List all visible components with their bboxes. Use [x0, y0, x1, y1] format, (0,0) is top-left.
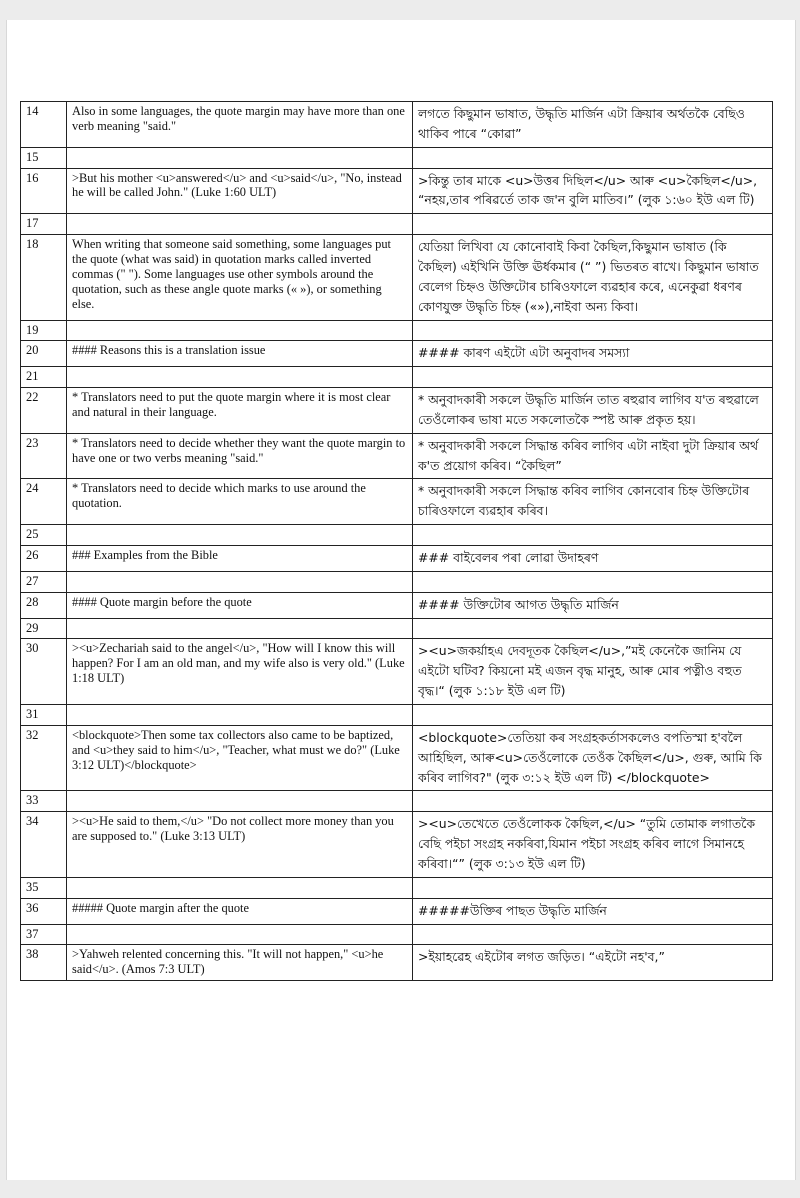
target-text-cell: [413, 320, 773, 341]
target-text-cell: <blockquote>তেতিয়া কৰ সংগ্ৰহকৰ্তাসকলেও বপতিস্মা হ'বলৈ আহিছিল, আৰু<u>তেওঁলোকে তেওঁক কৈছিল</u>, গুৰু, আমি কি কৰিব লাগিব?" (লুক ৩:১২ ইউ এল টি) </blockquote>: [413, 725, 773, 791]
target-text-cell: [413, 367, 773, 388]
row-number-cell: 38: [21, 945, 67, 981]
row-number-cell: 21: [21, 367, 67, 388]
source-text-cell: * Translators need to put the quote margin where it is most clear and natural in their language.: [67, 388, 413, 434]
target-text-cell: ><u>তেখেতে তেওঁলোকক কৈছিল,</u> “তুমি তোমাক লগাতকৈ বেছি পইচা সংগ্ৰহ নকৰিবা,যিমান পইচা সংগ্ৰহ কৰিব লাগে সিমানহে কৰিবা।“” (লুক ৩:১৩ ইউ এল টি): [413, 812, 773, 878]
source-text-cell: >Yahweh relented concerning this. "It will not happen," <u>he said</u>. (Amos 7:3 ULT): [67, 945, 413, 981]
source-text-cell: [67, 214, 413, 235]
table-row: [21, 924, 773, 945]
table-row: [21, 147, 773, 168]
row-number-cell: 23: [21, 433, 67, 479]
table-row: [21, 877, 773, 898]
source-text-cell: [67, 571, 413, 592]
table-row: [21, 898, 773, 924]
document-page: [6, 20, 796, 1180]
row-number-cell: 22: [21, 388, 67, 434]
target-text-cell: #### উক্তিটোৰ আগত উদ্ধৃতি মাৰ্জিন: [413, 592, 773, 618]
table-row: [21, 705, 773, 726]
row-number-cell: 31: [21, 705, 67, 726]
table-row: [21, 214, 773, 235]
row-number-cell: 16: [21, 168, 67, 214]
row-number-cell: 30: [21, 639, 67, 705]
source-text-cell: [67, 618, 413, 639]
table-row: [21, 725, 773, 791]
target-text-cell: * অনুবাদকাৰী সকলে সিদ্ধান্ত কৰিব লাগিব কোনবোৰ চিহ্ন উক্তিটোৰ চাৰিওফালে ব্যৱহাৰ কৰিব।: [413, 479, 773, 525]
row-number-cell: 36: [21, 898, 67, 924]
table-row: [21, 388, 773, 434]
table-row: [21, 525, 773, 546]
table-row: [21, 618, 773, 639]
table-row: [21, 102, 773, 148]
source-text-cell: #### Quote margin before the quote: [67, 592, 413, 618]
source-text-cell: ### Examples from the Bible: [67, 546, 413, 572]
source-text-cell: [67, 877, 413, 898]
source-text-cell: [67, 147, 413, 168]
row-number-cell: 14: [21, 102, 67, 148]
table-row: [21, 571, 773, 592]
target-text-cell: * অনুবাদকাৰী সকলে সিদ্ধান্ত কৰিব লাগিব এটা নাইবা দুটা ক্ৰিয়াৰ অৰ্থ ক'ত প্ৰয়োগ কৰিব। “কৈছিল”: [413, 433, 773, 479]
target-text-cell: ><u>জকৰ্য়াহএ দেবদূতক কৈছিল</u>,”মই কেনেকৈ জানিম যে এইটো ঘটিব? কিয়নো মই এজন বৃদ্ধ মানুহ, আৰু মোৰ পত্নীও বহুত বৃদ্ধ।“ (লুক ১:১৮ ইউ এল টি): [413, 639, 773, 705]
row-number-cell: 17: [21, 214, 67, 235]
row-number-cell: 19: [21, 320, 67, 341]
source-text-cell: ><u>Zechariah said to the angel</u>, "How will I know this will happen? For I am an old man, and my wife also is very old." (Luke 1:18 ULT): [67, 639, 413, 705]
row-number-cell: 26: [21, 546, 67, 572]
row-number-cell: 28: [21, 592, 67, 618]
row-number-cell: 18: [21, 235, 67, 320]
translation-table: [20, 101, 773, 981]
row-number-cell: 20: [21, 341, 67, 367]
row-number-cell: 35: [21, 877, 67, 898]
row-number-cell: 15: [21, 147, 67, 168]
target-text-cell: >ইয়াহৱেহ এইটোৰ লগত জড়িত। “এইটো নহ'ব,”: [413, 945, 773, 981]
target-text-cell: [413, 791, 773, 812]
row-number-cell: 34: [21, 812, 67, 878]
source-text-cell: [67, 924, 413, 945]
target-text-cell: [413, 705, 773, 726]
table-row: [21, 168, 773, 214]
table-row: [21, 812, 773, 878]
row-number-cell: 25: [21, 525, 67, 546]
source-text-cell: >But his mother <u>answered</u> and <u>said</u>, "No, instead he will be called John." (Luke 1:60 ULT): [67, 168, 413, 214]
target-text-cell: [413, 618, 773, 639]
row-number-cell: 33: [21, 791, 67, 812]
row-number-cell: 37: [21, 924, 67, 945]
target-text-cell: [413, 214, 773, 235]
target-text-cell: ### বাইবেলৰ পৰা লোৱা উদাহৰণ: [413, 546, 773, 572]
target-text-cell: #### কাৰণ এইটো এটা অনুবাদৰ সমস্যা: [413, 341, 773, 367]
source-text-cell: [67, 705, 413, 726]
source-text-cell: * Translators need to decide whether they want the quote margin to have one or two verbs meaning "said.": [67, 433, 413, 479]
target-text-cell: যেতিয়া লিখিবা যে কোনোবাই কিবা কৈছিল,কিছুমান ভাষাত (কি কৈছিল) এইখিনি উক্তি ঊৰ্ধকমাৰ (“ ”) ভিতৰত ৰাখে। কিছুমান ভাষাত বেলেগ চিহ্নও উক্তিটোৰ চাৰিওফালে ব্যৱহাৰ কৰে, এনেকুৱা ধৰণৰ কোণযুক্ত উদ্ধৃতি চিহ্ন («»),নাইবা অন্য কিবা।: [413, 235, 773, 320]
target-text-cell: [413, 924, 773, 945]
target-text-cell: #####উক্তিৰ পাছত উদ্ধৃতি মাৰ্জিন: [413, 898, 773, 924]
target-text-cell: * অনুবাদকাৰী সকলে উদ্ধৃতি মাৰ্জিন তাত ৰহুৱাব লাগিব য'ত ৰহুৱালে তেওঁলোকৰ ভাষা মতে সকলোতকৈ স্পষ্ট আৰু প্ৰকৃত হয়।: [413, 388, 773, 434]
table-row: [21, 235, 773, 320]
table-row: [21, 479, 773, 525]
target-text-cell: [413, 877, 773, 898]
table-row: [21, 433, 773, 479]
source-text-cell: <blockquote>Then some tax collectors also came to be baptized, and <u>they said to him</u>, "Teacher, what must we do?" (Luke 3:12 ULT)</blockquote>: [67, 725, 413, 791]
source-text-cell: When writing that someone said something, some languages put the quote (what was said) in quotation marks called inverted commas (" "). Some languages use other symbols around the quotation, such as these angle quote marks (« »), or something else.: [67, 235, 413, 320]
table-row: [21, 791, 773, 812]
source-text-cell: Also in some languages, the quote margin may have more than one verb meaning "said.": [67, 102, 413, 148]
target-text-cell: [413, 147, 773, 168]
table-row: [21, 341, 773, 367]
table-row: [21, 945, 773, 981]
translation-table-body: [21, 102, 773, 981]
table-row: [21, 639, 773, 705]
table-row: [21, 367, 773, 388]
row-number-cell: 29: [21, 618, 67, 639]
source-text-cell: ><u>He said to them,</u> "Do not collect more money than you are supposed to." (Luke 3:13 ULT): [67, 812, 413, 878]
target-text-cell: [413, 525, 773, 546]
target-text-cell: [413, 571, 773, 592]
target-text-cell: লগতে কিছুমান ভাষাত, উদ্ধৃতি মাৰ্জিন এটা ক্ৰিয়াৰ অৰ্থতকৈ বেছিও থাকিব পাৰে “কোৱা”: [413, 102, 773, 148]
row-number-cell: 32: [21, 725, 67, 791]
source-text-cell: ##### Quote margin after the quote: [67, 898, 413, 924]
table-row: [21, 546, 773, 572]
source-text-cell: [67, 367, 413, 388]
source-text-cell: * Translators need to decide which marks to use around the quotation.: [67, 479, 413, 525]
table-row: [21, 320, 773, 341]
row-number-cell: 27: [21, 571, 67, 592]
source-text-cell: #### Reasons this is a translation issue: [67, 341, 413, 367]
source-text-cell: [67, 791, 413, 812]
row-number-cell: 24: [21, 479, 67, 525]
target-text-cell: >কিন্তু তাৰ মাকে <u>উত্তৰ দিছিল</u> আৰু <u>কৈছিল</u>, “নহয়,তাৰ পৰিৱৰ্তে তাক জ'ন বুলি মাতিব।” (লুক ১:৬০ ইউ এল টি): [413, 168, 773, 214]
table-row: [21, 592, 773, 618]
source-text-cell: [67, 320, 413, 341]
source-text-cell: [67, 525, 413, 546]
